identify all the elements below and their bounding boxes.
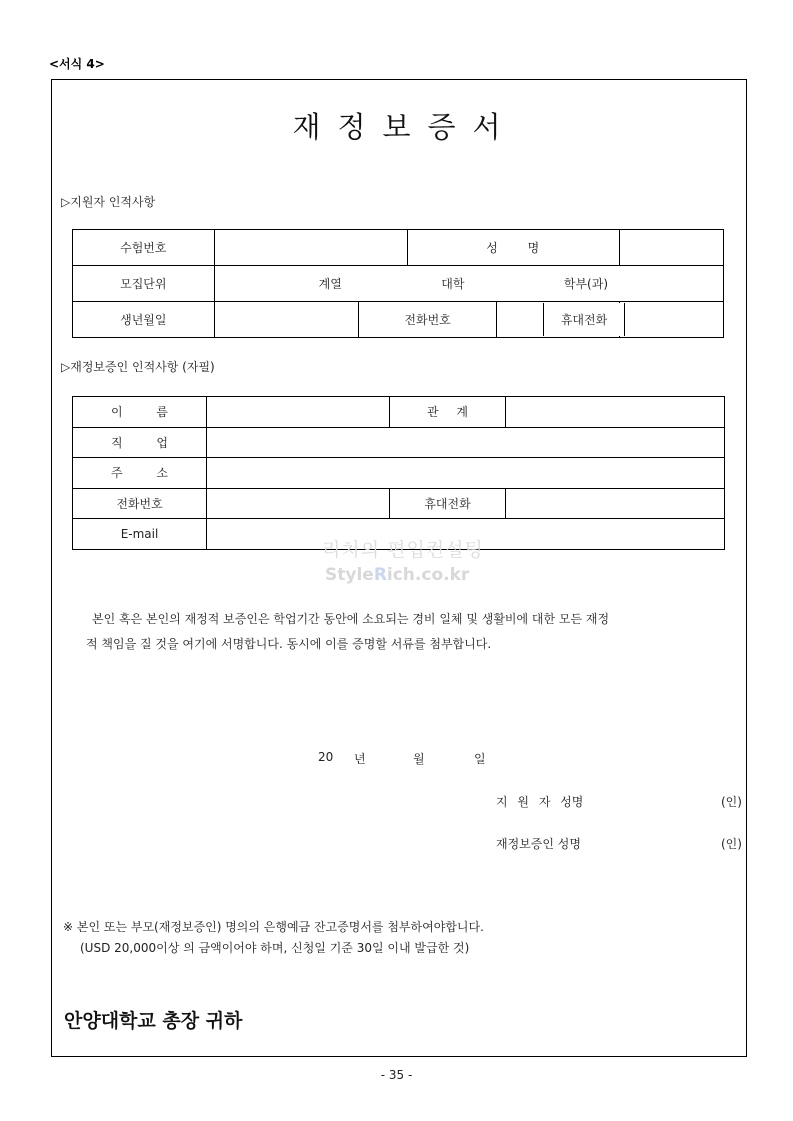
address-field[interactable]	[207, 458, 725, 489]
applicant-name-field[interactable]	[620, 230, 724, 266]
applicant-seal: (인)	[721, 795, 742, 809]
affix-department: 학부(과)	[563, 277, 608, 291]
table-row	[73, 427, 725, 458]
exam-number-label: 수험번호	[73, 230, 215, 266]
recruit-unit-label: 모집단위	[73, 266, 215, 302]
guarantor-phone-label: 전화번호	[73, 488, 207, 519]
recruit-unit-field[interactable]	[214, 266, 723, 302]
applicant-name-label: 성 명	[408, 230, 620, 266]
watermark-style: Style	[325, 565, 374, 585]
date-year: 년	[354, 752, 366, 766]
watermark-url	[325, 565, 469, 585]
guarantor-name-label: 이 름	[73, 397, 207, 428]
statement	[86, 607, 726, 657]
birthdate-field[interactable]	[214, 302, 359, 338]
statement-line-2: 적 책임을 질 것을 여기에 서명합니다. 동시에 이를 증명할 서류를 첨부합니다.	[86, 637, 492, 651]
form-label: <서식 4>	[49, 57, 105, 71]
guarantor-section-heading: ▷재정보증인 인적사항 (자필)	[61, 360, 215, 374]
statement-line-1: 본인 혹은 본인의 재정적 보증인은 학업기간 동안에 소요되는 경비 일체 및 생활비에 대한 모든 재정	[92, 612, 610, 626]
applicant-mobile-cell	[620, 302, 724, 338]
address-label: 주 소	[73, 458, 207, 489]
applicant-mobile-label: 휴대전화	[543, 303, 625, 336]
exam-number-field[interactable]	[214, 230, 407, 266]
table-row	[73, 488, 725, 519]
guarantor-name-field[interactable]	[207, 397, 390, 428]
guarantor-seal: (인)	[721, 837, 742, 851]
guarantor-signature-label: 재정보증인 성명	[496, 837, 581, 851]
relation-label: 관 계	[390, 397, 506, 428]
watermark-ich: ich.co.kr	[386, 565, 470, 585]
guarantor-phone-field[interactable]	[207, 488, 390, 519]
table-row	[73, 397, 725, 428]
affix-college: 대학	[441, 277, 465, 291]
document-title: 재정보증서	[292, 110, 518, 144]
date-year-prefix: 20	[318, 750, 334, 764]
affix-series: 계열	[318, 277, 342, 291]
applicant-info-table	[72, 229, 724, 338]
date-day: 일	[474, 752, 486, 766]
guarantor-mobile-field[interactable]	[506, 488, 725, 519]
page-number: - 35 -	[380, 1068, 413, 1082]
watermark-r: R	[373, 565, 387, 585]
table-row	[73, 302, 724, 338]
applicant-signature-label: 지 원 자 성명	[496, 795, 584, 809]
table-row	[73, 458, 725, 489]
job-field[interactable]	[207, 427, 725, 458]
birthdate-label: 생년월일	[73, 302, 215, 338]
guarantor-mobile-label: 휴대전화	[390, 488, 506, 519]
job-label: 직 업	[73, 427, 207, 458]
watermark-korean: 리치의 편입컨설팅	[322, 539, 484, 561]
relation-field[interactable]	[506, 397, 725, 428]
email-label: E-mail	[73, 519, 207, 550]
applicant-phone-label: 전화번호	[359, 302, 496, 338]
addressee: 안양대학교 총장 귀하	[64, 1010, 243, 1032]
note-line-1: ※ 본인 또는 부모(재정보증인) 명의의 은행예금 잔고증명서를 첨부하여야합니다.	[63, 920, 484, 934]
table-row	[73, 266, 724, 302]
applicant-section-heading: ▷지원자 인적사항	[61, 195, 156, 209]
guarantor-info-table	[72, 396, 725, 550]
note-line-2: (USD 20,000이상 의 금액이어야 하며, 신청일 기준 30일 이내 발급한 것)	[80, 941, 470, 955]
date-month: 월	[413, 752, 425, 766]
table-row	[73, 230, 724, 266]
